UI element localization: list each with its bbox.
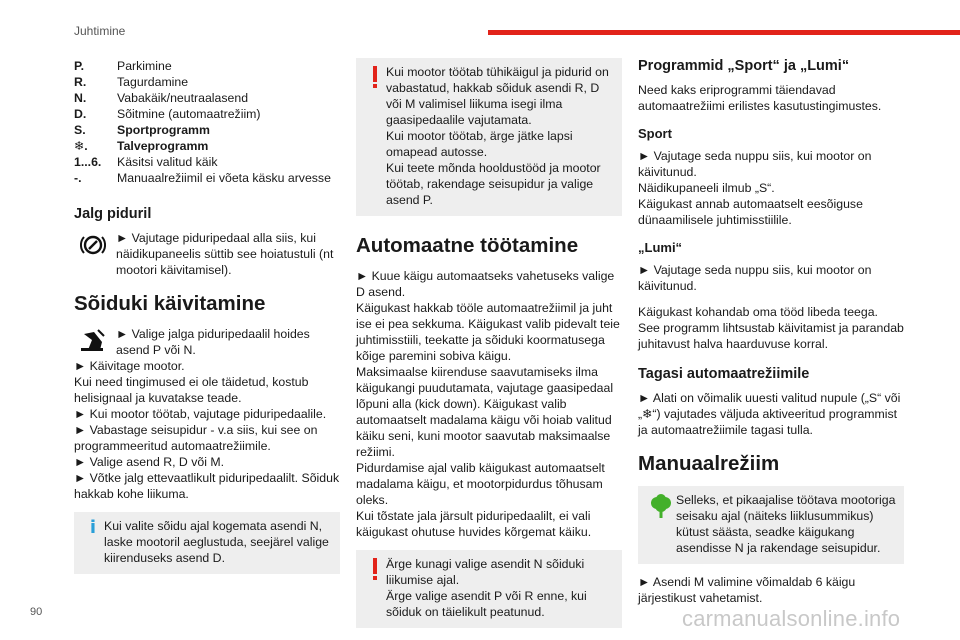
sport-line: ► Vajutage seda nuppu siis, kui mootor on käivitunud. (638, 149, 872, 179)
sport-line: Käigukast annab automaatselt eesõiguse dünaamilisele juhtimisstiilile. (638, 197, 863, 227)
gear-legend-row (74, 138, 340, 154)
warning-exclamation-icon (364, 64, 386, 208)
gear-legend (74, 58, 340, 186)
auto-line: Pidurdamise ajal valib käigukast automaatselt madalama käigu, et mootorpidurdus tõhusam oleks. (356, 461, 605, 507)
start-heading: Sõiduki käivitamine (74, 292, 266, 315)
back-to-auto-text: ► Alati on võimalik uuesti valitud nupule („S“ või „❄“) vajutades väljuda aktiveeritud programmist ja automaatrežiimile tagasi tulla. (638, 391, 901, 437)
back-to-auto-heading: Tagasi automaatrežiimile (638, 366, 810, 382)
manual-text: ► Asendi M valimine võimaldab 6 käigu järjestikust vahetamist. (638, 575, 856, 605)
foot-on-pedal-icon (74, 326, 112, 356)
warning-box-engine-text (386, 64, 614, 208)
warning-box-neutral (356, 550, 622, 628)
start-instruction-line: ► Võtke jalg ettevaatlikult piduripedaalilt. Sõiduk hakkab kohe liikuma. (74, 471, 340, 501)
warning-line: Ärge valige asendit P või R enne, kui sõiduk on täielikult peatunud. (386, 589, 587, 619)
auto-line: ► Kuue käigu automaatseks vahetuseks valige D asend. (356, 269, 615, 299)
sport-heading: Sport (638, 126, 672, 141)
gear-key: R. (74, 75, 87, 89)
gear-description: Sportprogramm (117, 123, 210, 137)
gear-description: Sõitmine (automaatrežiim) (117, 107, 261, 121)
eco-box (638, 486, 904, 564)
gear-key: N. (74, 91, 87, 105)
start-first-paragraph (74, 326, 340, 358)
gear-description: Parkimine (117, 59, 172, 73)
auto-line: Käigukast hakkab tööle automaatrežiimil ja juht ise ei pea sekkuma. Käigukast valib pidevalt teie juhtimisstiili, teekatte ja sõiduki koormatusega kõige paremini sobiva käigu. (356, 301, 620, 363)
gear-key: -. (74, 171, 82, 185)
gear-key: D. (74, 107, 87, 121)
auto-line: Maksimaalse kiirenduse saavutamiseks ilma käigukangi puudutamata, vajutage gaasipedaal lõpuni alla (kick down). Käigukast valib automaatselt madalama käigu või hoiab valitud käiku seni, kuni mootor saavutab maksimaalse režiimi. (356, 365, 614, 459)
warning-box-engine (356, 58, 622, 216)
column-right (638, 58, 904, 606)
gear-key: 1...6. (74, 155, 102, 169)
page-number: 90 (30, 606, 43, 618)
eco-tree-icon (646, 492, 676, 556)
gear-description: Talveprogramm (117, 139, 209, 153)
eco-box-text: Selleks, et pikaajalise töötava mootoriga seisaku ajal (näiteks liiklusummikus) kütust säästa, seadke käigukang asendisse N ja rakendage seisupidur. (676, 493, 896, 555)
gear-legend-row (74, 58, 340, 74)
warning-line: Ärge kunagi valige asendit N sõiduki liikumise ajal. (386, 557, 585, 587)
gear-key: S. (74, 123, 86, 137)
warning-line: Kui mootor töötab tühikäigul ja pidurid on vabastatud, hakkab sõiduk asendi R, D või M valimisel liikuma isegi ilma gaasipedaalile vajutamata. (386, 65, 609, 127)
start-instruction-line: ► Kui mootor töötab, vajutage piduripedaalile. (74, 407, 327, 421)
gear-legend-row (74, 154, 340, 170)
brake-warning-icon (74, 230, 112, 260)
sport-line: Näidikupaneeli ilmub „S“. (638, 181, 775, 195)
gear-legend-row (74, 74, 340, 90)
snow-line: ► Vajutage seda nuppu siis, kui mootor on käivitunud. (638, 263, 872, 293)
gear-legend-row (74, 122, 340, 138)
header-accent-bar (488, 30, 960, 35)
start-first-text: ► Valige jalga piduripedaalil hoides asend P või N. (116, 327, 310, 357)
warning-line: Kui mootor töötab, ärge jätke lapsi omapead autosse. (386, 129, 573, 159)
auto-line: Kui tõstate jala järsult piduripedaalilt, ei vali käigukast ohutuse huvides kõrgemat käiku. (356, 509, 592, 539)
auto-heading: Automaatne töötamine (356, 234, 579, 257)
snow-heading: „Lumi“ (638, 240, 683, 255)
info-icon: i (89, 517, 97, 538)
programs-heading: Programmid „Sport“ ja „Lumi“ (638, 58, 850, 74)
gear-legend-row (74, 90, 340, 106)
start-instruction-line: ► Käivitage mootor. (74, 359, 185, 373)
info-box (74, 512, 340, 574)
gear-description: Tagurdamine (117, 75, 189, 89)
foot-brake-heading: Jalg piduril (74, 206, 152, 222)
gear-description: Manuaalrežiimil ei võeta käsku arvesse (117, 171, 331, 185)
start-instructions (74, 358, 340, 502)
warning-exclamation-icon (364, 556, 386, 620)
warning-line: Kui teete mõnda hooldustööd ja mootor töötab, rakendage seisupidur ja valige asend P. (386, 161, 601, 207)
auto-description (356, 268, 622, 540)
snow-line: See programm lihtsustab käivitamist ja parandab juhitavust halva haarduvuse korral. (638, 321, 904, 351)
programs-intro: Need kaks eriprogrammi täiendavad automaatrežiimi erilistes kasutustingimustes. (638, 83, 882, 113)
gear-description: Käsitsi valitud käik (117, 155, 218, 169)
warning-box-neutral-text (386, 556, 614, 620)
gear-legend-row (74, 170, 340, 186)
section-header-title: Juhtimine (74, 24, 126, 38)
snow-description (638, 262, 904, 352)
info-box-text: Kui valite sõidu ajal kogemata asendi N, laske mootoril aeglustuda, seejärel valige kiirenduseks asend D. (104, 519, 329, 565)
manual-heading: Manuaalrežiim (638, 452, 780, 475)
column-left (74, 58, 340, 574)
sport-description (638, 148, 904, 228)
gear-key: P. (74, 59, 85, 73)
gear-description: Vabakäik/neutraalasend (117, 91, 249, 105)
foot-brake-text: ► Vajutage piduripedaal alla siis, kui näidikupaneelis süttib see hoiatustuli (nt mootori käivitamisel). (116, 231, 334, 277)
gear-legend-row (74, 106, 340, 122)
column-middle (356, 58, 622, 628)
start-instruction-line: Kui need tingimused ei ole täidetud, kostub helisignaal ja kuvatakse teade. (74, 375, 309, 405)
watermark: carmanualsonline.info (682, 606, 901, 631)
gear-key: ❄. (74, 139, 88, 153)
start-instruction-line: ► Valige asend R, D või M. (74, 455, 225, 469)
foot-brake-paragraph (74, 230, 340, 278)
snow-line: Käigukast kohandab oma tööd libeda teega. (638, 305, 878, 319)
start-instruction-line: ► Vabastage seisupidur - v.a siis, kui see on programmeeritud automaatrežiimile. (74, 423, 318, 453)
